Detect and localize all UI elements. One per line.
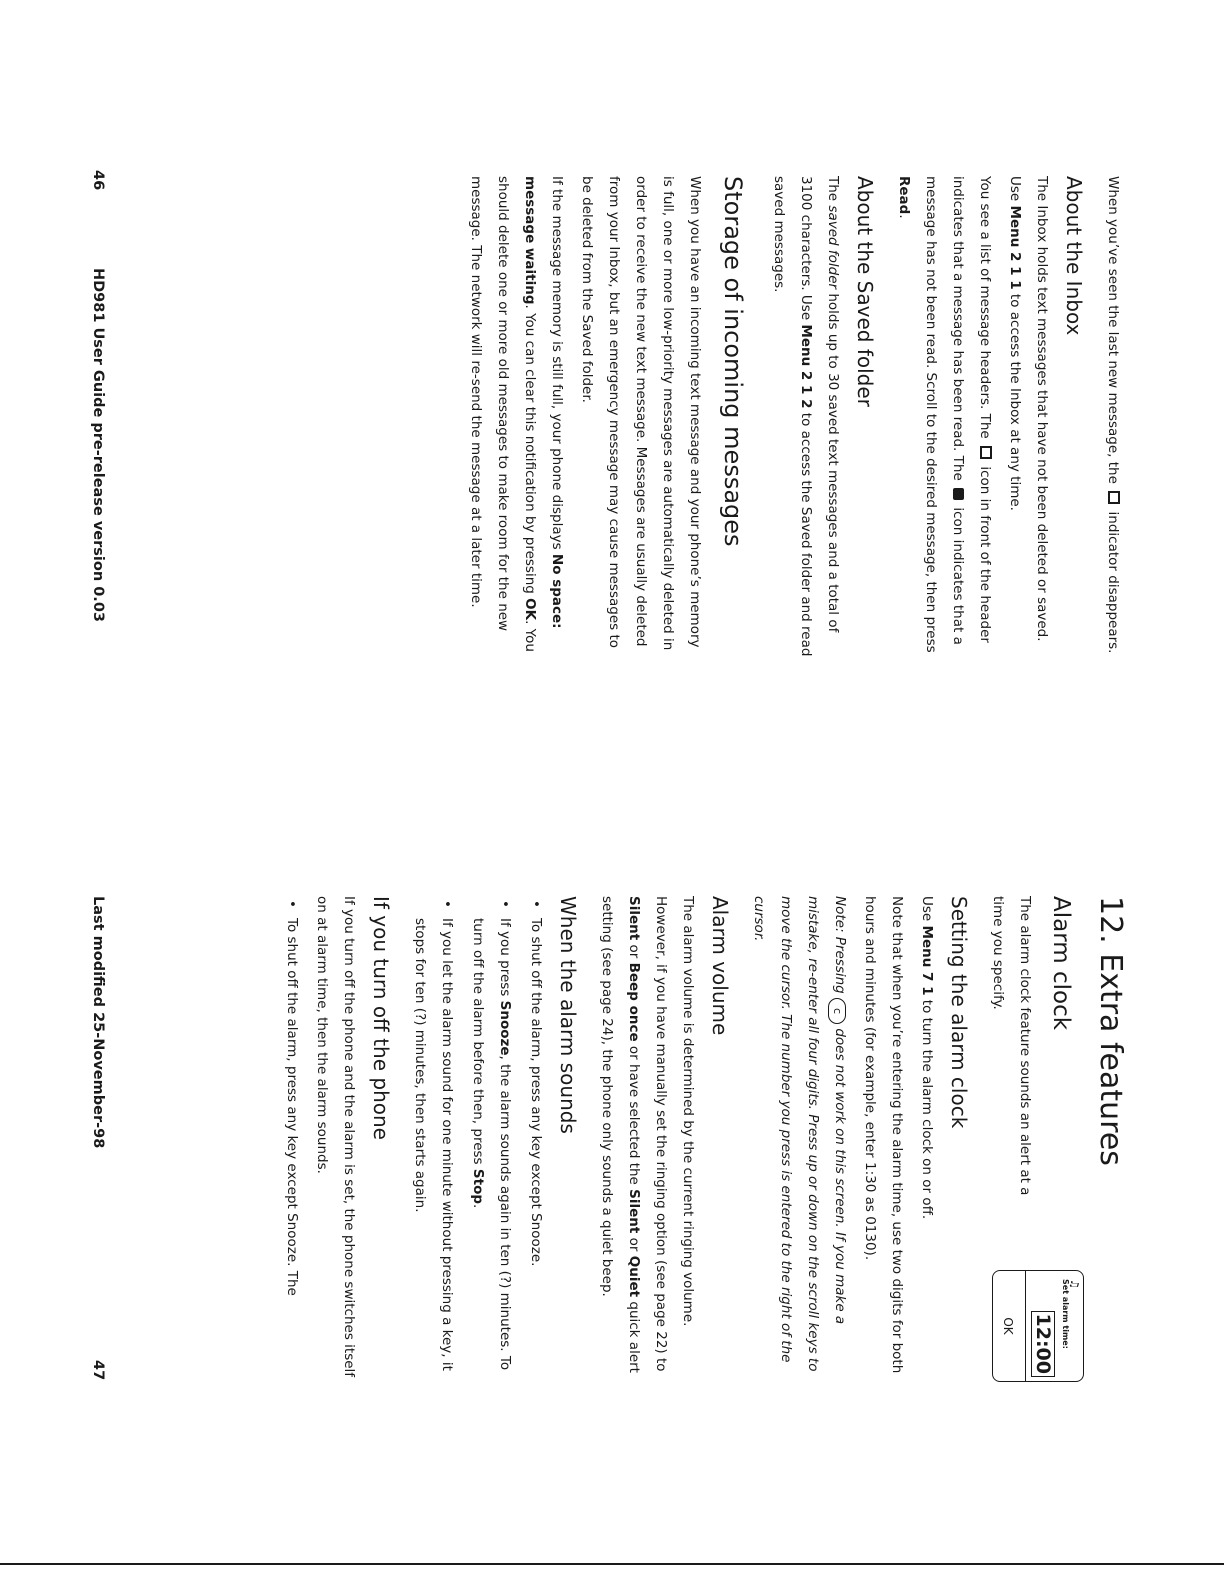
inbox-paragraph-1: The Inbox holds text messages that have not been deleted or saved. Use Menu 2 1 1 to access the Inbox at any time. <box>1007 176 1050 642</box>
screen-label: Set alarm time: <box>1061 1279 1070 1349</box>
screen-time-value: 12:00 <box>1031 1311 1055 1377</box>
screen-softkey-ok: OK <box>1001 1317 1015 1335</box>
saved-folder-paragraph: The saved folder holds up to 30 saved text messages and a total of 3100 characters. Use Menu 2 1 2 to access the Saved folder and read saved messages. <box>771 176 841 657</box>
left-page-number: 46 <box>90 170 106 191</box>
alarm-sounds-heading: When the alarm sounds <box>556 896 580 1134</box>
left-footer-title: HD981 User Guide pre-release version 0.03 <box>90 268 106 622</box>
envelope-indicator-icon <box>1108 491 1120 504</box>
storage-heading: Storage of incoming messages <box>719 176 747 547</box>
clear-key-icon: c <box>829 998 847 1024</box>
setting-paragraph-1: Use Menu 7 1 to turn the alarm clock on or off. <box>919 896 935 1220</box>
setting-paragraph-2: Note that when you’re entering the alarm time, use two digits for both hours and minutes (for example, enter 1:30 as 0130). <box>862 896 905 1374</box>
unread-message-icon <box>953 488 964 500</box>
intro-paragraph: When you’ve seen the last new message, the indicator disappears. <box>1105 176 1121 654</box>
right-footer-modified: Last modified 25-November-98 <box>90 896 106 1149</box>
list-item: • To shut off the alarm, press any key except Snooze. The <box>278 896 305 1386</box>
setting-alarm-heading: Setting the alarm clock <box>947 896 971 1129</box>
page-edge-rule <box>0 1563 1224 1565</box>
setting-note: Note: Pressing c does not work on this screen. If you make a mistake, re-enter all four digits. Press up or down on the scroll keys to move the cursor. The number you press is entered to the right of the cursor. <box>751 896 848 1372</box>
list-item: • If you press Snooze, the alarm sounds again in ten (?) minutes. To turn off the alarm before then, press Stop. <box>464 896 518 1386</box>
alarm-clock-paragraph: The alarm clock feature sounds an alert at a time you specify. <box>990 896 1033 1196</box>
storage-paragraph-2: If the message memory is still full, your phone displays No space: message waiting. You can clear this notification by pressing OK. You should delete one or more old messages to make room for the new message. The network will re-send the message at a later time. <box>468 176 565 652</box>
alarm-volume-heading: Alarm volume <box>708 896 732 1036</box>
list-item: • If you let the alarm sound for one minute without pressing a key, it stops for ten (?) minutes, then starts again. <box>406 896 460 1386</box>
list-item: • To shut off the alarm, press any key except Snooze. <box>522 896 549 1386</box>
turn-off-list <box>278 896 305 1386</box>
chapter-title: 12. Extra features <box>1093 896 1128 1166</box>
saved-folder-heading: About the Saved folder <box>853 176 877 407</box>
storage-paragraph-1: When you have an incoming text message and your phone’s memory is full, one or more low-priority messages are automatically deleted in order to receive the new text message. Messages are usually deleted from your Inbox, but an emergency message may cause messages to be deleted from the Saved folder. <box>579 176 703 651</box>
alarm-sounds-list <box>406 896 549 1386</box>
alarm-bell-icon: ♫ <box>1068 1279 1081 1289</box>
alarm-volume-paragraph: The alarm volume is determined by the current ringing volume. However, if you have manually set the ringing option (see page 22) to Silent or Beep once or have selected the Silent or Quiet quick alert setting (see page 24), the phone only sounds a quiet beep. <box>599 896 696 1373</box>
left-page-column <box>459 176 1126 661</box>
read-message-icon <box>980 446 992 459</box>
phone-screen-illustration <box>992 1270 1084 1382</box>
alarm-clock-heading: Alarm clock <box>1048 896 1074 1031</box>
right-page-number: 47 <box>90 1360 106 1381</box>
screen-divider <box>1025 1271 1026 1381</box>
inbox-heading: About the Inbox <box>1062 176 1086 336</box>
turn-off-paragraph: If you turn off the phone and the alarm is set, the phone switches itself on at alarm time, then the alarm sounds. <box>314 896 357 1378</box>
turn-off-heading: If you turn off the phone <box>369 896 393 1140</box>
inbox-paragraph-2: You see a list of message headers. The icon in front of the header indicates that a message has been read. The icon indicates that a message has not been read. Scroll to the desired message, then press Read. <box>896 176 993 653</box>
